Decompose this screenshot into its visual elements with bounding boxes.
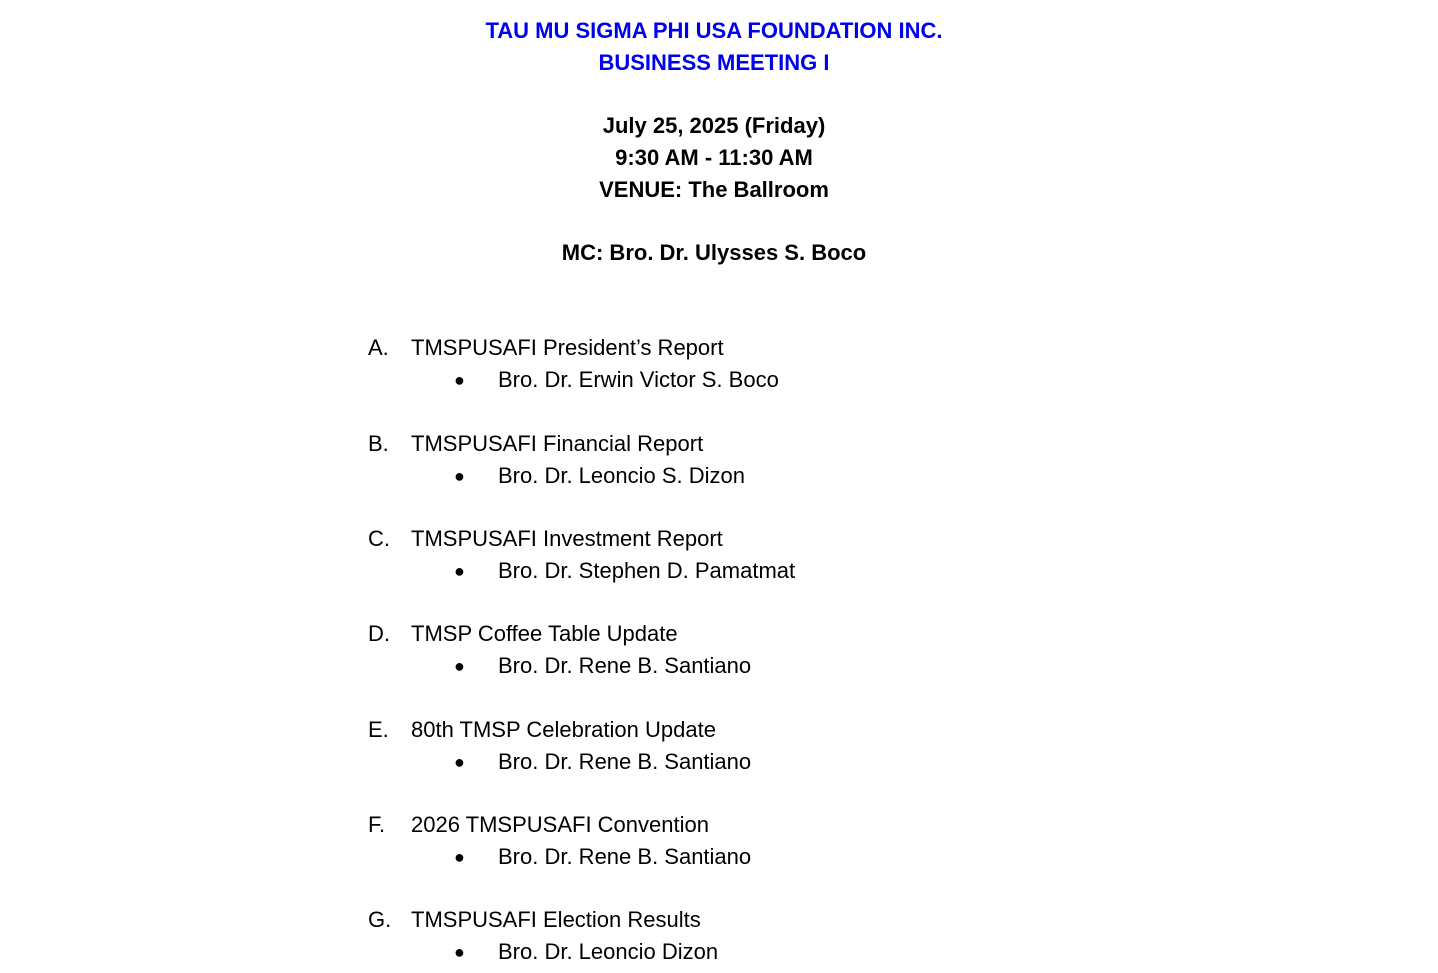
agenda-item-title: TMSPUSAFI Financial Report	[411, 431, 704, 456]
agenda-item-letter: G.	[368, 907, 392, 932]
presenter-name: Bro. Dr. Leoncio S. Dizon	[498, 463, 746, 488]
agenda-item-letter: B.	[368, 431, 389, 456]
presenter-name: Bro. Dr. Rene B. Santiano	[498, 749, 752, 774]
presenter-name: Bro. Dr. Stephen D. Pamatmat	[498, 558, 796, 583]
bullet-icon: ●	[454, 942, 465, 962]
bullet-icon: ●	[454, 370, 465, 390]
agenda-item-title: TMSPUSAFI Election Results	[411, 907, 701, 932]
agenda-item-title: TMSPUSAFI Investment Report	[411, 526, 723, 551]
meeting-title: BUSINESS MEETING I	[598, 50, 830, 75]
organization-name: TAU MU SIGMA PHI USA FOUNDATION INC.	[485, 18, 943, 43]
agenda-item-letter: E.	[368, 717, 389, 742]
presenter-name: Bro. Dr. Rene B. Santiano	[498, 653, 752, 678]
agenda-item-letter: F.	[368, 812, 386, 837]
bullet-icon: ●	[454, 561, 465, 581]
agenda-item-letter: C.	[368, 526, 390, 551]
agenda-item-letter: A.	[368, 335, 389, 360]
agenda-item-title: TMSPUSAFI President’s Report	[411, 335, 724, 360]
meeting-date: July 25, 2025 (Friday)	[602, 113, 826, 138]
agenda-item-letter: D.	[368, 621, 390, 646]
presenter-name: Bro. Dr. Rene B. Santiano	[498, 844, 752, 869]
meeting-time: 9:30 AM - 11:30 AM	[615, 145, 813, 170]
bullet-icon: ●	[454, 752, 465, 772]
presenter-name: Bro. Dr. Erwin Victor S. Boco	[498, 367, 779, 392]
bullet-icon: ●	[454, 656, 465, 676]
agenda-item-title: TMSP Coffee Table Update	[411, 621, 678, 646]
presenter-name: Bro. Dr. Leoncio Dizon	[498, 939, 719, 964]
agenda-item-title: 80th TMSP Celebration Update	[411, 717, 716, 742]
master-of-ceremonies: MC: Bro. Dr. Ulysses S. Boco	[561, 240, 867, 265]
bullet-icon: ●	[454, 847, 465, 867]
meeting-venue: VENUE: The Ballroom	[599, 177, 829, 202]
agenda-item-title: 2026 TMSPUSAFI Convention	[411, 812, 709, 837]
bullet-icon: ●	[454, 466, 465, 486]
